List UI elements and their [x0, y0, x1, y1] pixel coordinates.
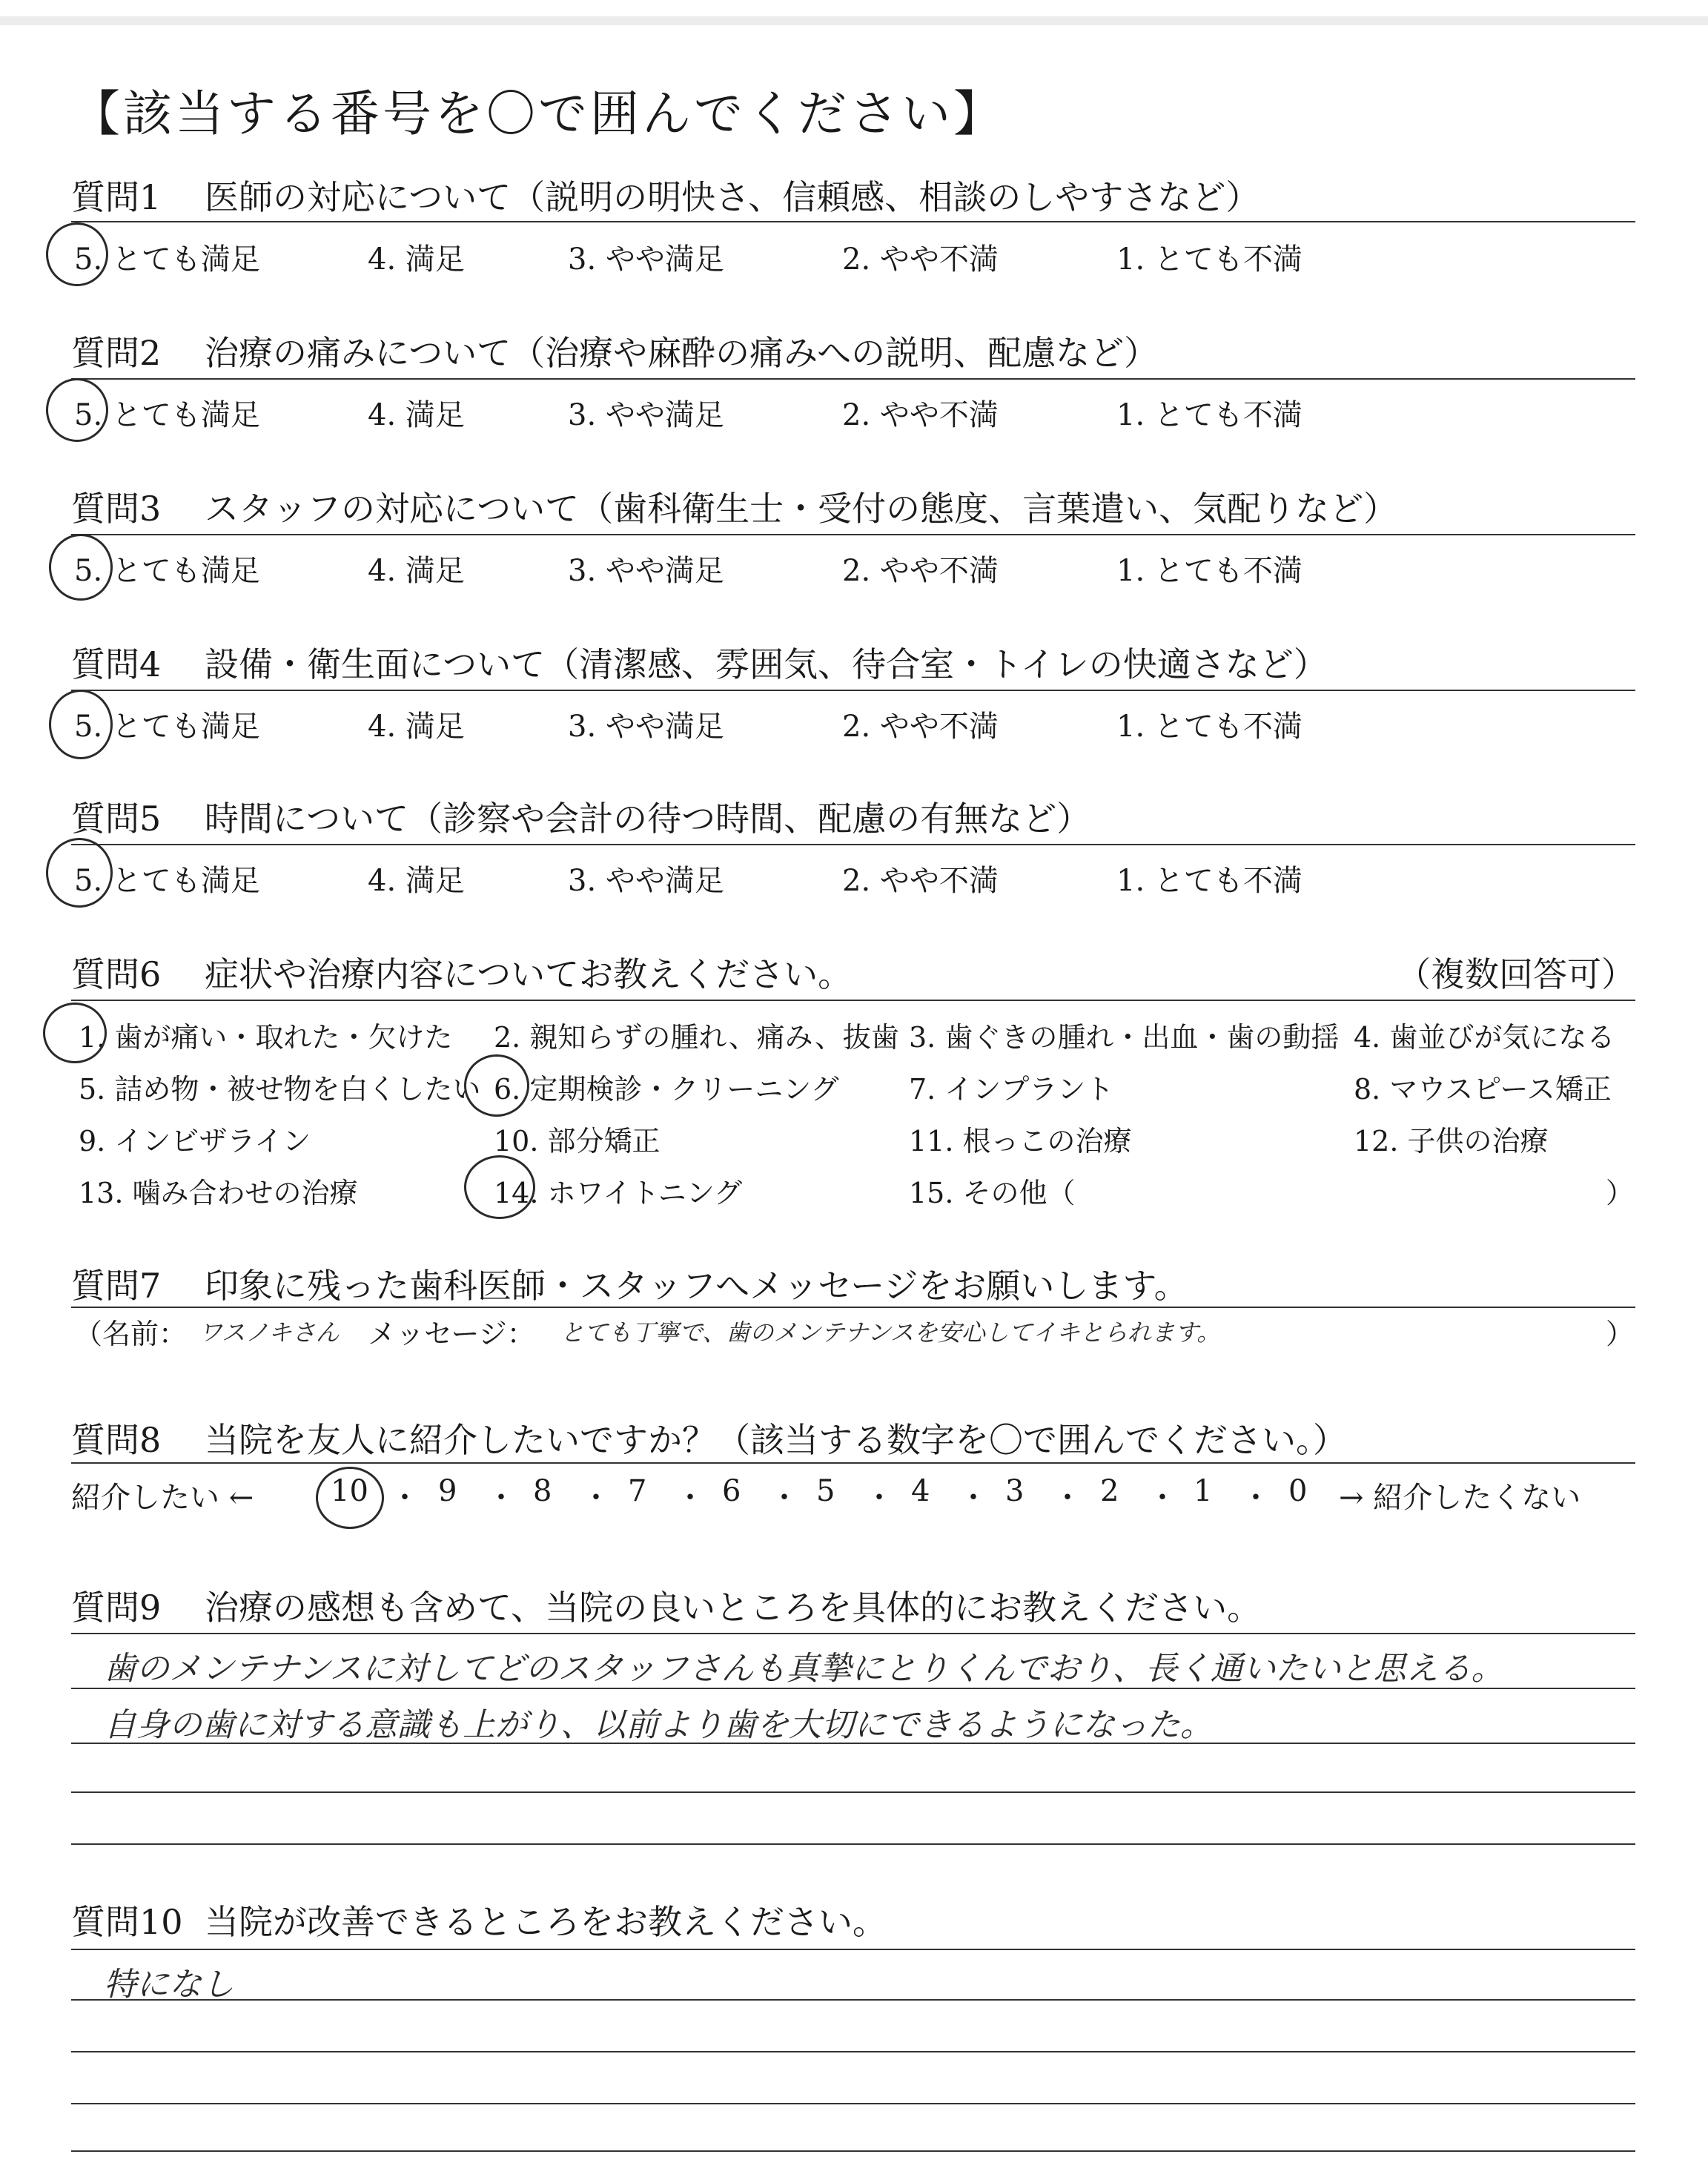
question-7 [71, 1259, 1635, 1304]
option-5[interactable]: 5. とても満足 [74, 710, 260, 744]
answer-circle [46, 222, 108, 286]
scale-3[interactable]: 3 [1005, 1474, 1025, 1508]
question-number: 質問10 [71, 1902, 183, 1942]
rule [71, 2051, 1635, 2052]
question-text: 治療の痛みについて（治療や麻酔の痛みへの説明、配慮など） [205, 333, 1159, 373]
other-close-paren: ） [1606, 1177, 1635, 1209]
rule [71, 1999, 1635, 2001]
message-close-paren: ） [1606, 1318, 1635, 1350]
option-1[interactable]: 1. とても不満 [1116, 398, 1302, 432]
page-title: 【該当する番号を〇で囲んでください】 [71, 85, 1005, 142]
scale-2[interactable]: 2 [1100, 1474, 1119, 1508]
question-4 [71, 638, 1635, 682]
option-3[interactable]: 3. やや満足 [568, 242, 724, 277]
option-1[interactable]: 1. とても不満 [1116, 864, 1302, 898]
option-1[interactable]: 1. とても不満 [1116, 242, 1302, 277]
question-text: 時間について（診察や会計の待つ時間、配慮の有無など） [205, 799, 1091, 839]
answer-circle [43, 1003, 107, 1063]
scale-dot: ・ [675, 1481, 705, 1515]
scale-dot: ・ [1148, 1481, 1177, 1515]
question-9 [71, 1581, 1635, 1628]
rule [71, 1743, 1635, 1744]
rule [71, 1000, 1635, 1001]
scale-8[interactable]: 8 [533, 1474, 552, 1508]
option-5[interactable]: 5. とても満足 [74, 554, 260, 588]
scale-right-label: → 紹介したくない [1339, 1481, 1581, 1515]
scale-dot: ・ [581, 1481, 611, 1515]
rule [71, 2150, 1635, 2152]
answer-options-q2 [71, 392, 1635, 432]
scale-dot: ・ [390, 1481, 420, 1515]
question-number: 質問1 [71, 177, 162, 217]
option-2[interactable]: 2. やや不満 [842, 242, 999, 277]
answer-circle [464, 1155, 535, 1219]
rule [71, 221, 1635, 222]
scale-dot: ・ [959, 1481, 988, 1515]
question-2 [71, 326, 1635, 371]
message-label: メッセージ： [368, 1318, 535, 1350]
option-2[interactable]: 2. やや不満 [842, 554, 999, 588]
answer-circle [49, 534, 113, 601]
option-3[interactable]: 3. やや満足 [568, 710, 724, 744]
rule [71, 534, 1635, 535]
multiple-answer-note: （複数回答可） [1397, 954, 1635, 994]
answer-circle [46, 838, 113, 908]
answer-circle [49, 690, 113, 759]
scale-7[interactable]: 7 [628, 1474, 647, 1508]
symptom-options [71, 1014, 1635, 1222]
option-4[interactable]: 4. 満足 [368, 242, 465, 277]
symptom-option-8[interactable]: 8. マウスピース矯正 [1354, 1073, 1612, 1106]
option-1[interactable]: 1. とても不満 [1116, 554, 1302, 588]
rule [71, 378, 1635, 380]
question-3 [71, 482, 1635, 529]
symptom-option-15[interactable]: 15. その他（ [909, 1177, 1076, 1209]
question-text: 医師の対応について（説明の明快さ、信頼感、相談のしやすさなど） [205, 177, 1260, 217]
option-4[interactable]: 4. 満足 [368, 398, 465, 432]
question-text: 治療の感想も含めて、当院の良いところを具体的にお教えください。 [205, 1588, 1262, 1628]
option-5[interactable]: 5. とても満足 [74, 242, 260, 277]
symptom-option-9[interactable]: 9. インビザライン [79, 1125, 311, 1157]
question-number: 質問7 [71, 1266, 162, 1306]
rule [71, 1307, 1635, 1308]
answer-options-q1 [71, 236, 1635, 277]
symptom-option-1[interactable]: 1. 歯が痛い・取れた・欠けた [79, 1021, 453, 1054]
scale-dot: ・ [864, 1481, 894, 1515]
rule [71, 1688, 1635, 1689]
question-text: 設備・衛生面について（清潔感、雰囲気、待合室・トイレの快適さなど） [205, 644, 1328, 684]
message-value[interactable]: とても丁寧で、歯のメンテナンスを安心してイキとられます。 [560, 1318, 1221, 1347]
question-number: 質問6 [71, 954, 162, 994]
name-label: （名前： [74, 1318, 188, 1350]
scale-1[interactable]: 1 [1194, 1474, 1213, 1508]
option-3[interactable]: 3. やや満足 [568, 864, 724, 898]
question-1 [71, 171, 1635, 215]
option-4[interactable]: 4. 満足 [368, 864, 465, 898]
option-2[interactable]: 2. やや不満 [842, 864, 999, 898]
q9-answer-line-1[interactable]: 歯のメンテナンスに対してどのスタッフさんも真摯にとりくんでおり、長く通いたいと思える。 [104, 1650, 1504, 1688]
answer-circle [46, 378, 108, 442]
question-8 [71, 1413, 1635, 1458]
rule [71, 1949, 1635, 1950]
symptom-option-14[interactable]: 14. ホワイトニング [494, 1177, 743, 1209]
question-number: 質問9 [71, 1588, 162, 1628]
scale-5[interactable]: 5 [816, 1474, 835, 1508]
question-text: 当院が改善できるところをお教えください。 [205, 1902, 887, 1942]
symptom-option-10[interactable]: 10. 部分矯正 [494, 1125, 661, 1157]
symptom-option-4[interactable]: 4. 歯並びが気になる [1354, 1021, 1615, 1054]
question-5 [71, 792, 1635, 839]
option-4[interactable]: 4. 満足 [368, 710, 465, 744]
question-number: 質問2 [71, 333, 162, 373]
option-3[interactable]: 3. やや満足 [568, 554, 724, 588]
scale-left-label: 紹介したい ← [71, 1481, 254, 1515]
question-6 [71, 948, 1635, 992]
question-number: 質問8 [71, 1420, 162, 1460]
q10-answer-line-1[interactable]: 特になし [104, 1966, 234, 2004]
rule [71, 1843, 1635, 1845]
option-5[interactable]: 5. とても満足 [74, 864, 260, 898]
option-2[interactable]: 2. やや不満 [842, 710, 999, 744]
symptom-option-11[interactable]: 11. 根っこの治療 [909, 1125, 1132, 1157]
answer-options-q5 [71, 857, 1635, 898]
name-value[interactable]: ワスノキさん [199, 1318, 340, 1347]
scan-top-edge [0, 16, 1708, 25]
scale-6[interactable]: 6 [722, 1474, 741, 1508]
answer-options-q3 [71, 547, 1635, 588]
option-3[interactable]: 3. やや満足 [568, 398, 724, 432]
answer-circle [316, 1467, 384, 1529]
scale-9[interactable]: 9 [438, 1474, 457, 1508]
option-4[interactable]: 4. 満足 [368, 554, 465, 588]
option-1[interactable]: 1. とても不満 [1116, 710, 1302, 744]
option-2[interactable]: 2. やや不満 [842, 398, 999, 432]
scale-4[interactable]: 4 [911, 1474, 930, 1508]
q9-answer-line-2[interactable]: 自身の歯に対する意識も上がり、以前より歯を大切にできるようになった。 [104, 1706, 1213, 1744]
scale-dot: ・ [1241, 1481, 1271, 1515]
rule [71, 1633, 1635, 1634]
question-text: 印象に残った歯科医師・スタッフへメッセージをお願いします。 [205, 1266, 1188, 1306]
question-number: 質問3 [71, 489, 162, 529]
symptom-option-3[interactable]: 3. 歯ぐきの腫れ・出血・歯の動揺 [909, 1021, 1340, 1054]
scale-0[interactable]: 0 [1288, 1474, 1308, 1508]
symptom-option-5[interactable]: 5. 詰め物・被せ物を白くしたい [79, 1073, 481, 1106]
symptom-option-2[interactable]: 2. 親知らずの腫れ、痛み、抜歯 [494, 1021, 899, 1054]
scale-dot: ・ [769, 1481, 799, 1515]
question-text: スタッフの対応について（歯科衛生士・受付の態度、言葉遣い、気配りなど） [205, 489, 1398, 529]
symptom-option-6[interactable]: 6. 定期検診・クリーニング [494, 1073, 839, 1106]
question-10 [71, 1895, 1635, 1940]
answer-circle [464, 1054, 529, 1117]
scale-dot: ・ [1053, 1481, 1082, 1515]
question-number: 質問5 [71, 799, 162, 839]
scale-dot: ・ [486, 1481, 516, 1515]
symptom-option-13[interactable]: 13. 噛み合わせの治療 [79, 1177, 358, 1209]
rule [71, 844, 1635, 845]
question-text: 当院を友人に紹介したいですか？（該当する数字を〇で囲んでください。） [205, 1420, 1347, 1460]
rule [71, 1462, 1635, 1464]
question-number: 質問4 [71, 644, 162, 684]
question-text: 症状や治療内容についてお教えください。 [205, 954, 853, 994]
rule [71, 690, 1635, 691]
symptom-option-7[interactable]: 7. インプラント [909, 1073, 1114, 1106]
symptom-option-12[interactable]: 12. 子供の治療 [1354, 1125, 1549, 1157]
scale-10[interactable]: 10 [331, 1474, 368, 1508]
rule [71, 2103, 1635, 2104]
answer-options-q4 [71, 703, 1635, 744]
option-5[interactable]: 5. とても満足 [74, 398, 260, 432]
rule [71, 1791, 1635, 1793]
